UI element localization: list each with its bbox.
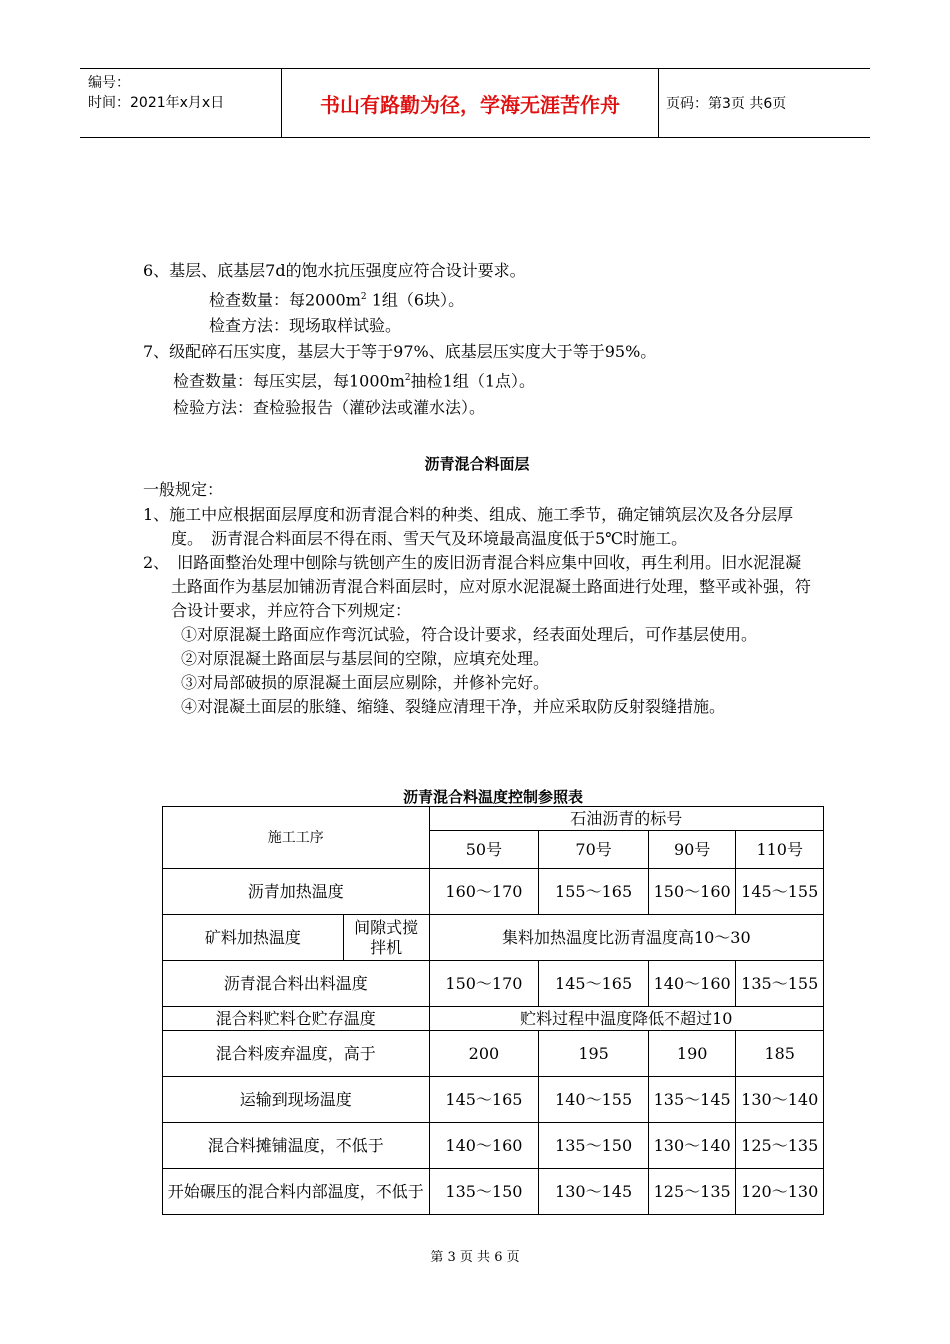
process-header: 施工工序 <box>163 807 430 869</box>
merged-cell: 贮料过程中温度降低不超过10 <box>429 1007 823 1031</box>
table-cell: 150～160 <box>648 869 736 915</box>
table-cell: 190 <box>648 1031 736 1077</box>
table-title: 沥青混合料温度控制参照表 <box>402 788 583 806</box>
table-cell: 145～165 <box>539 961 649 1007</box>
table-cell: 120～130 <box>736 1169 824 1215</box>
superscript: 2 <box>360 292 367 302</box>
grade-cell: 90号 <box>648 831 736 869</box>
table-row <box>163 1169 824 1215</box>
table-cell: 200 <box>429 1031 539 1077</box>
table-cell: 130～140 <box>648 1123 736 1169</box>
table-cell: 145～155 <box>736 869 824 915</box>
table-cell: 145～165 <box>429 1077 539 1123</box>
table-cell: 140～155 <box>539 1077 649 1123</box>
row-label: 沥青混合料出料温度 <box>163 961 430 1007</box>
table-cell: 130～145 <box>539 1169 649 1215</box>
row-sublabel: 间隙式搅拌机 <box>343 915 429 961</box>
table-cell: 135～145 <box>648 1077 736 1123</box>
table-row <box>163 1077 824 1123</box>
table-cell: 155～165 <box>539 869 649 915</box>
rule-1: 1、施工中应根据面层厚度和沥青混合料的种类、组成、施工季节，确定铺筑层次及各分层厚度。 沥青混合料面层不得在雨、雪天气及环境最高温度低于5℃时施工。 <box>143 504 794 548</box>
row-label: 运输到现场温度 <box>163 1077 430 1123</box>
grade-cell: 70号 <box>539 831 649 869</box>
document-time-label: 时间：2021年x月x日 <box>88 95 225 111</box>
grade-cell: 110号 <box>736 831 824 869</box>
item-6-quantity <box>143 284 811 313</box>
item-7-method: 检验方法：查检验报告（灌砂法或灌水法）。 <box>173 397 486 417</box>
row-label: 开始碾压的混合料内部温度，不低于 <box>163 1169 430 1215</box>
general-rules-heading: 一般规定： <box>143 479 224 499</box>
table-row <box>163 915 824 961</box>
table-cell: 125～135 <box>648 1169 736 1215</box>
grade-cell: 50号 <box>429 831 539 869</box>
document-number-label: 编号： <box>88 75 130 91</box>
section-title: 沥青混合料面层 <box>424 454 530 473</box>
table-cell: 195 <box>539 1031 649 1077</box>
item-6-quantity-text-end: 1组（6块）。 <box>371 290 465 310</box>
row-label: 混合料摊铺温度，不低于 <box>163 1123 430 1169</box>
item-7: 7、级配碎石压实度，基层大于等于97%、底基层压实度大于等于95%。 <box>143 342 657 362</box>
grade-header: 石油沥青的标号 <box>429 807 823 831</box>
row-label: 混合料废弃温度，高于 <box>163 1031 430 1077</box>
header-motto: 书山有路勤为径，学海无涯苦作舟 <box>282 69 659 137</box>
table-header-row <box>163 807 824 831</box>
merged-cell: 集料加热温度比沥青温度高10～30 <box>429 915 823 961</box>
sub-rule-2: ②对原混凝土路面层与基层间的空隙，应填充处理。 <box>181 648 550 668</box>
temperature-table <box>162 806 824 1215</box>
table-row <box>163 1031 824 1077</box>
table-cell: 140～160 <box>648 961 736 1007</box>
row-label: 沥青加热温度 <box>163 869 430 915</box>
table-cell: 135～150 <box>539 1123 649 1169</box>
sub-rule-4: ④对混凝土面层的胀缝、缩缝、裂缝应清理干净，并应采取防反射裂缝措施。 <box>181 696 726 716</box>
table-row <box>163 1007 824 1031</box>
table-cell: 160～170 <box>429 869 539 915</box>
item-6: 6、基层、底基层7d的饱水抗压强度应符合设计要求。 <box>143 261 526 280</box>
table-row <box>163 961 824 1007</box>
document-body <box>143 258 811 719</box>
row-label: 矿料加热温度 <box>163 915 344 961</box>
header-page-info: 页码：第3页 共6页 <box>666 96 787 112</box>
table-cell: 135～155 <box>736 961 824 1007</box>
sub-rule-3: ③对局部破损的原混凝土面层应剔除，并修补完好。 <box>181 672 550 692</box>
table-row <box>163 1123 824 1169</box>
table-row <box>163 869 824 915</box>
row-label: 混合料贮料仓贮存温度 <box>163 1007 430 1031</box>
page-footer: 第 3 页 共 6 页 <box>430 1250 520 1265</box>
rule-2: 2、 旧路面整治处理中刨除与铣刨产生的废旧沥青混合料应集中回收，再生利用。旧水泥混凝土路面作为基层加铺沥青混合料面层时，应对原水泥混凝土路面进行处理，整平或补强，符合设计要求，并应符合下列规定： <box>143 552 812 620</box>
superscript: 2 <box>404 373 411 384</box>
table-cell: 140～160 <box>429 1123 539 1169</box>
item-6-quantity-text: 检查数量：每2000m <box>209 290 361 310</box>
item-7-quantity-text: 检查数量：每压实层，每1000m <box>173 371 405 391</box>
table-cell: 185 <box>736 1031 824 1077</box>
item-7-quantity <box>143 365 811 394</box>
table-cell: 130～140 <box>736 1077 824 1123</box>
table-cell: 125～135 <box>736 1123 824 1169</box>
page-header <box>80 68 870 138</box>
sub-rule-1: ①对原混凝土路面应作弯沉试验，符合设计要求，经表面处理后，可作基层使用。 <box>181 624 758 644</box>
table-cell: 150～170 <box>429 961 539 1007</box>
header-left-cell <box>80 69 282 137</box>
item-6-method: 检查方法：现场取样试验。 <box>209 316 402 336</box>
table-cell: 135～150 <box>429 1169 539 1215</box>
item-7-quantity-text-end: 抽检1组（1点）。 <box>410 371 536 391</box>
